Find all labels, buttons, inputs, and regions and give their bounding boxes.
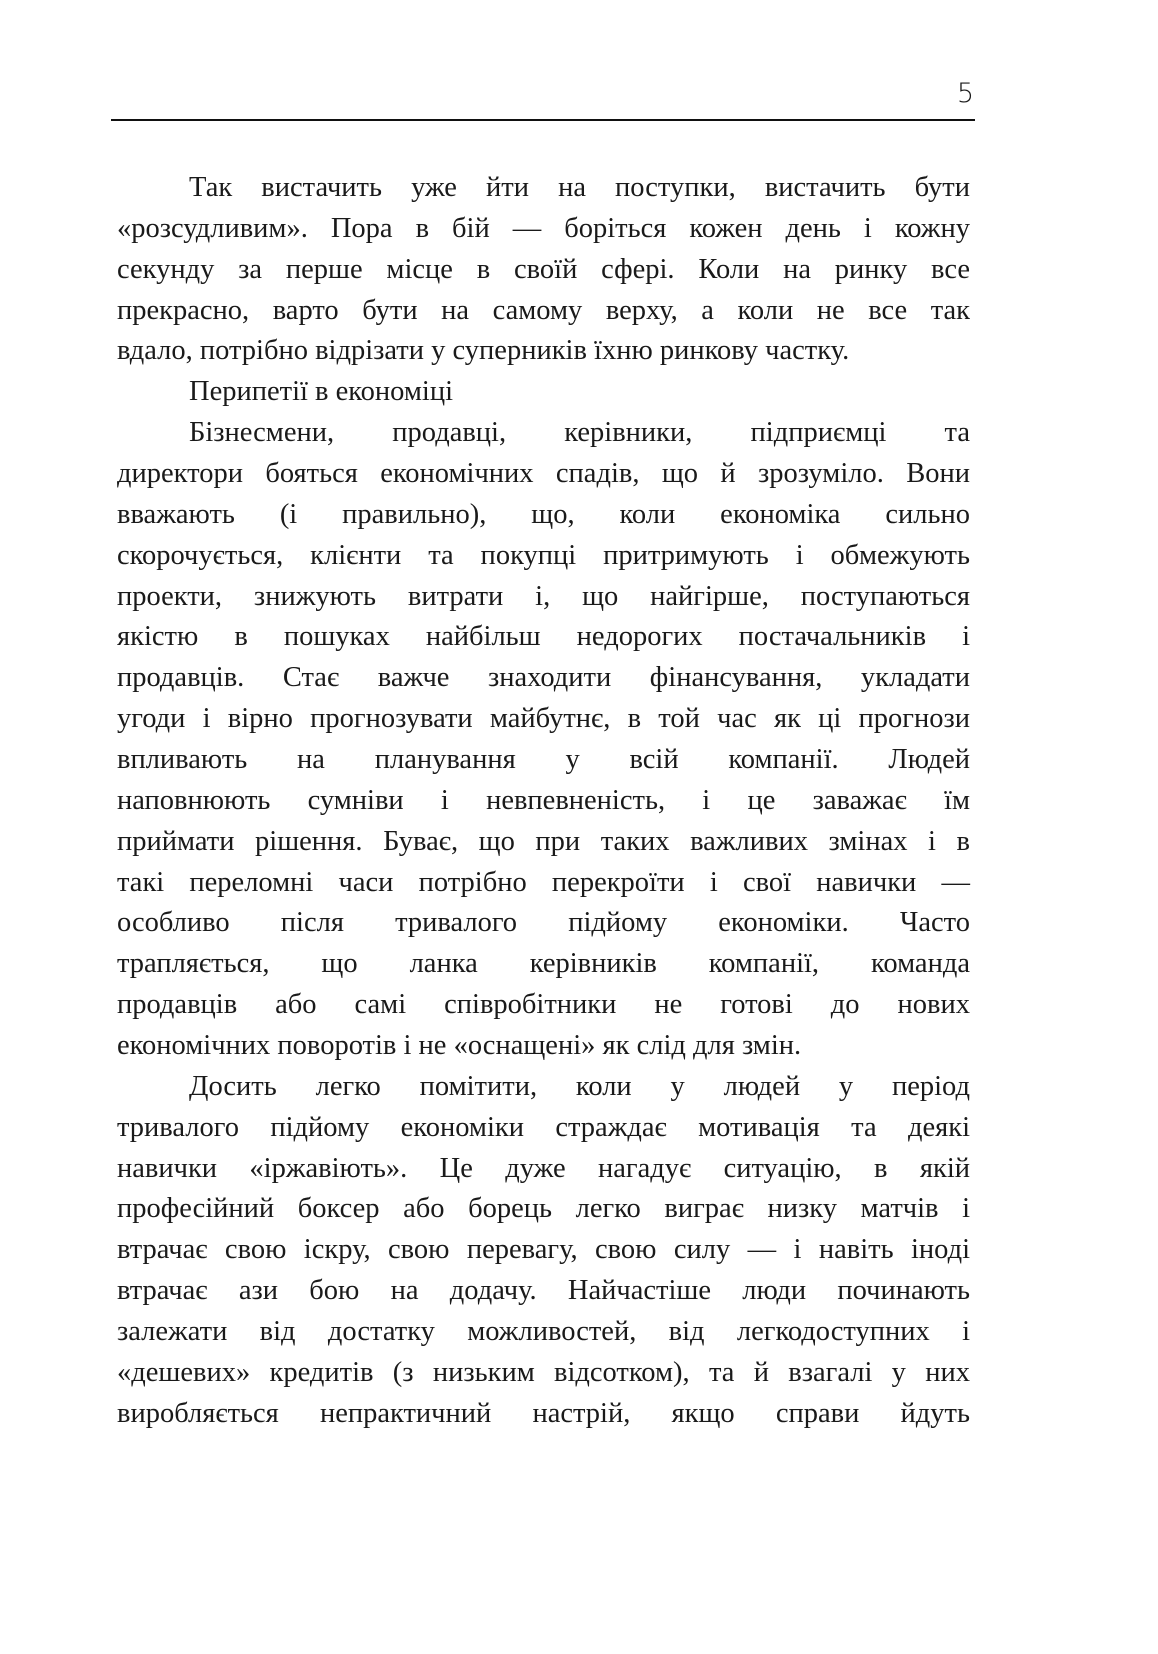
text-line: Бізнесмени, продавці, керівники, підприємці та (189, 417, 970, 449)
text-line: угоди і вірно прогнозувати майбутнє, в той час як ці прогнози (117, 703, 970, 735)
text-line: «дешевих» кредитів (з низьким відсотком), та й взагалі у них (117, 1356, 970, 1388)
text-line: Перипетії в економіці (189, 376, 454, 408)
text-line: тривалого підйому економіки страждає мотивація та деякі (117, 1111, 970, 1143)
text-line: Так вистачить уже йти на поступки, вистачить бути (189, 172, 970, 203)
text-line: впливають на планування у всій компанії. Людей (117, 744, 970, 776)
text-line: «розсудливим». Пора в бій — боріться кожен день і кожну (117, 212, 970, 244)
text-line: вважають (і правильно), що, коли економіка сильно (117, 498, 970, 530)
paragraph (117, 168, 970, 372)
text-line: проекти, знижують витрати і, що найгірше, поступаються (117, 580, 970, 612)
text-line: трапляється, що ланка керівників компанії, команда (117, 948, 970, 980)
text-line: секунду за перше місце в своїй сфері. Коли на ринку все (117, 253, 970, 285)
text-line: скорочується, клієнти та покупці притримують і обмежують (117, 539, 970, 571)
text-line: економічних поворотів і не «оснащені» як слід для змін. (117, 1030, 802, 1062)
text-line: втрачає ази бою на додачу. Найчастіше люди починають (117, 1275, 970, 1307)
text-line: директори бояться економічних спадів, що й зрозуміло. Вони (117, 458, 970, 490)
text-line: вдало, потрібно відрізати у суперників їхню ринкову частку. (117, 335, 850, 367)
text-line: продавців. Стає важче знаходити фінансування, укладати (117, 662, 970, 694)
header-divider (111, 119, 975, 121)
page-number: 5 (956, 78, 974, 109)
text-line: виробляється непрактичний настрій, якщо справи йдуть (117, 1397, 970, 1429)
text-line: наповнюють сумніви і невпевненість, і це заважає їм (117, 784, 970, 816)
paragraph (117, 1067, 970, 1435)
paragraph (117, 413, 970, 1067)
text-line: якістю в пошуках найбільш недорогих постачальників і (117, 621, 970, 653)
body-text (117, 168, 970, 1435)
text-line: особливо після тривалого підйому економіки. Часто (117, 907, 970, 939)
text-line: професійний боксер або борець легко виграє низку матчів і (117, 1193, 970, 1225)
text-line: Досить легко помітити, коли у людей у період (189, 1070, 970, 1102)
text-line: залежати від достатку можливостей, від легкодоступних і (117, 1316, 970, 1348)
text-line: прекрасно, варто бути на самому верху, а коли не все так (117, 294, 970, 326)
text-line: приймати рішення. Буває, що при таких важливих змінах і в (117, 825, 970, 857)
text-line: навички «іржавіють». Це дуже нагадує ситуацію, в якій (117, 1152, 970, 1184)
text-line: такі переломні часи потрібно перекроїти і свої навички — (117, 866, 970, 898)
text-line: втрачає свою іскру, свою перевагу, свою силу — і навіть іноді (117, 1234, 970, 1266)
text-line: продавців або самі співробітники не готові до нових (117, 989, 970, 1021)
section-heading (117, 372, 970, 413)
